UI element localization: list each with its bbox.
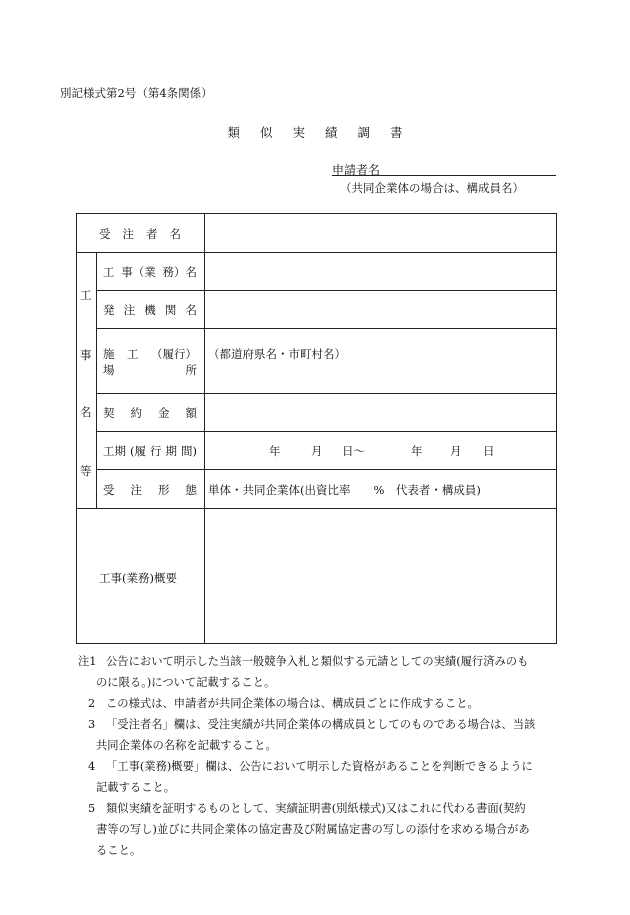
work-name-field[interactable] bbox=[205, 253, 555, 289]
applicant-name-note: （共同企業体の場合は、構成員名） bbox=[340, 181, 524, 195]
note-line: 「受注者名」欄は、受注実績が共同企業体の構成員としてのものである場合は、当該 bbox=[106, 718, 536, 731]
applicant-name-field[interactable] bbox=[332, 175, 556, 176]
title-char: 調 bbox=[357, 125, 370, 140]
record-table bbox=[76, 213, 557, 644]
group-label-char: 等 bbox=[80, 464, 92, 478]
note-line: のに限る。)について記載すること。 bbox=[96, 676, 276, 689]
location-label-line2: 場 所 bbox=[103, 363, 197, 377]
work-overview-label: 工事(業務)概要 bbox=[99, 571, 177, 585]
note-number: 2 bbox=[88, 697, 96, 710]
location-label-line1: 施 工 （履行） bbox=[103, 347, 197, 361]
note-line: 公告において明示した当該一般競争入札と類似する元請としての実績(履行済みのも bbox=[106, 655, 529, 668]
note-line: この様式は、申請者が共同企業体の場合は、構成員ごとに作成すること。 bbox=[106, 697, 479, 710]
contract-form-label: 受 注 形 態 bbox=[103, 483, 197, 497]
note-number: 5 bbox=[88, 802, 96, 815]
applicant-name-label: 申請者名 bbox=[332, 163, 381, 177]
note-number: 4 bbox=[88, 760, 96, 773]
note-line: 記載すること。 bbox=[96, 781, 176, 794]
note-number: 注1 bbox=[78, 655, 97, 668]
work-period-field[interactable]: 年 月 日〜 年 月 日 bbox=[269, 444, 495, 458]
contract-amount-label: 契 約 金 額 bbox=[103, 406, 197, 420]
note-line: 書等の写し)並びに共同企業体の協定書及び附属協定書の写しの添付を求める場合があ bbox=[96, 823, 530, 836]
note-line: 類似実績を証明するものとして、実績証明書(別紙様式)又はこれに代わる書面(契約 bbox=[106, 802, 526, 815]
contractor-name-label: 受 注 者 名 bbox=[99, 227, 181, 241]
title-char: 実 bbox=[292, 125, 305, 140]
work-period-label: 工期 (履 行 期 間) bbox=[103, 444, 197, 458]
contract-form-field[interactable]: 単体・共同企業体(出資比率 % 代表者・構成員) bbox=[208, 483, 481, 497]
note-line: 共同企業体の名称を記載すること。 bbox=[96, 739, 277, 752]
note-line: 「工事(業務)概要」欄は、公告において明示した資格があることを判断できるように bbox=[106, 760, 533, 773]
group-label-char: 工 bbox=[80, 288, 92, 302]
work-name-label: 工 事（業 務）名 bbox=[103, 265, 197, 279]
contractor-name-field[interactable] bbox=[205, 215, 555, 251]
note-number: 3 bbox=[88, 718, 96, 731]
title-char: 類 bbox=[227, 125, 240, 140]
work-overview-field[interactable] bbox=[205, 509, 555, 643]
note-line: ること。 bbox=[96, 844, 142, 857]
row-divider bbox=[96, 469, 556, 470]
document-title bbox=[0, 123, 630, 141]
title-char: 似 bbox=[259, 125, 273, 140]
row-divider bbox=[96, 328, 556, 329]
location-field[interactable]: （都道府県名・市町村名） bbox=[208, 347, 346, 361]
group-label-char: 事 bbox=[80, 348, 92, 362]
contract-amount-field[interactable] bbox=[205, 394, 555, 430]
title-char: 績 bbox=[324, 125, 338, 140]
ordering-agency-field[interactable] bbox=[205, 291, 555, 327]
group-label-char: 名 bbox=[80, 405, 92, 419]
ordering-agency-label: 発 注 機 関 名 bbox=[103, 303, 197, 317]
title-char: 書 bbox=[389, 125, 403, 140]
form-number-label: 別記様式第2号（第4条関係） bbox=[60, 86, 213, 100]
